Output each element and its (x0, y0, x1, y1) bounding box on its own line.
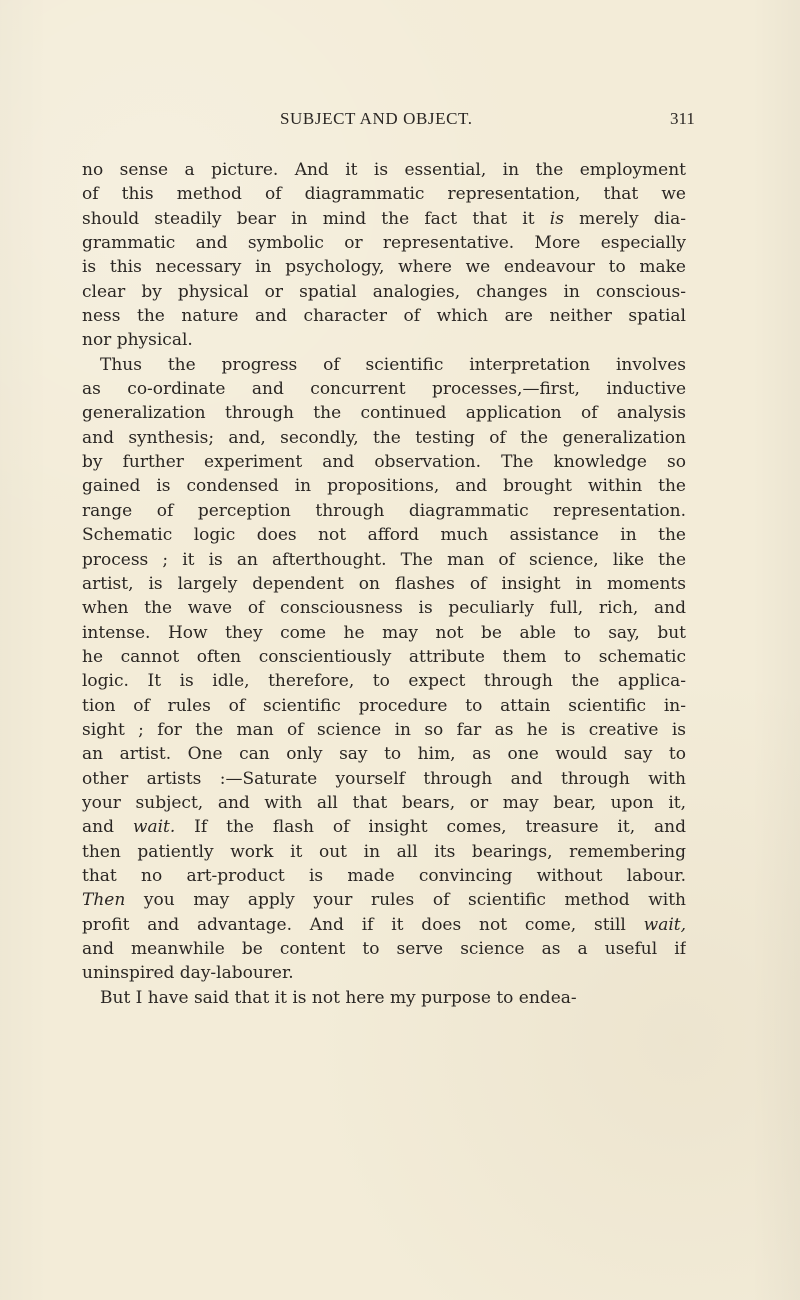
text-segment: by further experiment and observation. The knowledge so (82, 452, 686, 473)
text-line (82, 961, 686, 985)
text-line (82, 377, 686, 401)
text-line (82, 450, 686, 474)
text-segment: gained is condensed in propositions, and brought within the (82, 476, 686, 497)
text-line (82, 207, 686, 231)
text-line (82, 791, 686, 815)
text-segment: merely dia- (563, 208, 686, 229)
text-segment: tion of rules of scientific procedure to attain scientific in- (82, 695, 686, 716)
text-segment: intense. How they come he may not be able to say, but (82, 622, 686, 643)
text-segment: no sense a picture. And it is essential, in the employment (82, 160, 686, 180)
italic-text: is (549, 208, 564, 229)
text-segment: and synthesis; and, secondly, the testing of the generalization (82, 427, 686, 448)
text-line (82, 280, 686, 304)
text-segment: your subject, and with all that bears, or may bear, upon it, (82, 792, 686, 813)
text-line (82, 572, 686, 596)
text-segment: nor physical. (82, 330, 193, 351)
text-segment: as co-ordinate and concurrent processes,—first, inductive (82, 379, 686, 400)
text-line (82, 913, 686, 937)
italic-text: wait. (132, 817, 176, 838)
text-segment: sight ; for the man of science in so far as he is creative is (82, 719, 686, 740)
text-line (82, 353, 686, 377)
text-line (82, 474, 686, 498)
text-segment: Thus the progress of scientific interpretation involves (100, 354, 686, 375)
text-line (82, 742, 686, 766)
text-line (82, 304, 686, 328)
text-segment: and (82, 817, 133, 838)
text-segment: an artist. One can only say to him, as one would say to (82, 744, 686, 765)
text-segment: process ; it is an afterthought. The man of science, like the (82, 549, 686, 570)
running-head: SUBJECT AND OBJECT. (280, 109, 473, 128)
text-line (82, 718, 686, 742)
text-segment: artist, is largely dependent on flashes of insight in moments (82, 573, 686, 594)
text-line (82, 840, 686, 864)
text-line (82, 596, 686, 620)
text-segment: and meanwhile be content to serve science as a useful if (82, 939, 686, 959)
text-segment: But I have said that it is not here my purpose to endea- (100, 987, 577, 1008)
text-line (82, 669, 686, 693)
text-line (82, 694, 686, 718)
text-segment: generalization through the continued application of analysis (82, 403, 686, 424)
text-segment: is this necessary in psychology, where we endeavour to make (82, 257, 686, 278)
text-line (82, 815, 686, 839)
text-segment: ness the nature and character of which are neither spatial (82, 306, 686, 327)
text-line (82, 937, 686, 961)
text-line (82, 231, 686, 255)
text-line (82, 182, 686, 206)
text-line (82, 328, 686, 352)
text-line (82, 523, 686, 547)
text-line (82, 864, 686, 888)
text-segment: you may apply your rules of scientific method with (125, 890, 686, 911)
text-segment: other artists :—Saturate yourself through and through with (82, 768, 686, 789)
text-segment: grammatic and symbolic or representative. More especially (82, 233, 686, 254)
text-segment: clear by physical or spatial analogies, changes in conscious- (82, 281, 686, 302)
text-segment: then patiently work it out in all its bearings, remembering (82, 841, 686, 862)
text-line (82, 986, 686, 1010)
text-line (82, 158, 686, 182)
text-segment: when the wave of consciousness is peculiarly full, rich, and (82, 598, 686, 619)
page-number: 311 (670, 109, 695, 128)
text-line (82, 499, 686, 523)
text-segment: Schematic logic does not afford much assistance in the (82, 525, 686, 546)
text-segment: If the flash of insight comes, treasure it, and (175, 817, 686, 838)
text-line (82, 645, 686, 669)
text-line (82, 255, 686, 279)
page-header (0, 104, 800, 134)
text-line (82, 767, 686, 791)
text-segment: he cannot often conscientiously attribute them to schematic (82, 646, 686, 667)
text-segment: uninspired day-labourer. (82, 963, 294, 984)
italic-text: Then (82, 890, 126, 911)
italic-text: wait, (643, 914, 686, 935)
text-segment: of this method of diagrammatic representation, that we (82, 184, 686, 205)
text-segment: range of perception through diagrammatic representation. (82, 500, 686, 521)
text-segment: that no art-product is made convincing without labour. (82, 865, 686, 886)
text-line (82, 888, 686, 912)
text-segment: logic. It is idle, therefore, to expect through the applica- (82, 671, 686, 692)
text-line (82, 621, 686, 645)
text-line (82, 401, 686, 425)
text-line (82, 426, 686, 450)
text-segment: should steadily bear in mind the fact that it (82, 208, 550, 229)
body-text (82, 158, 686, 1010)
text-segment: profit and advantage. And if it does not come, still (82, 914, 644, 935)
text-line (82, 548, 686, 572)
